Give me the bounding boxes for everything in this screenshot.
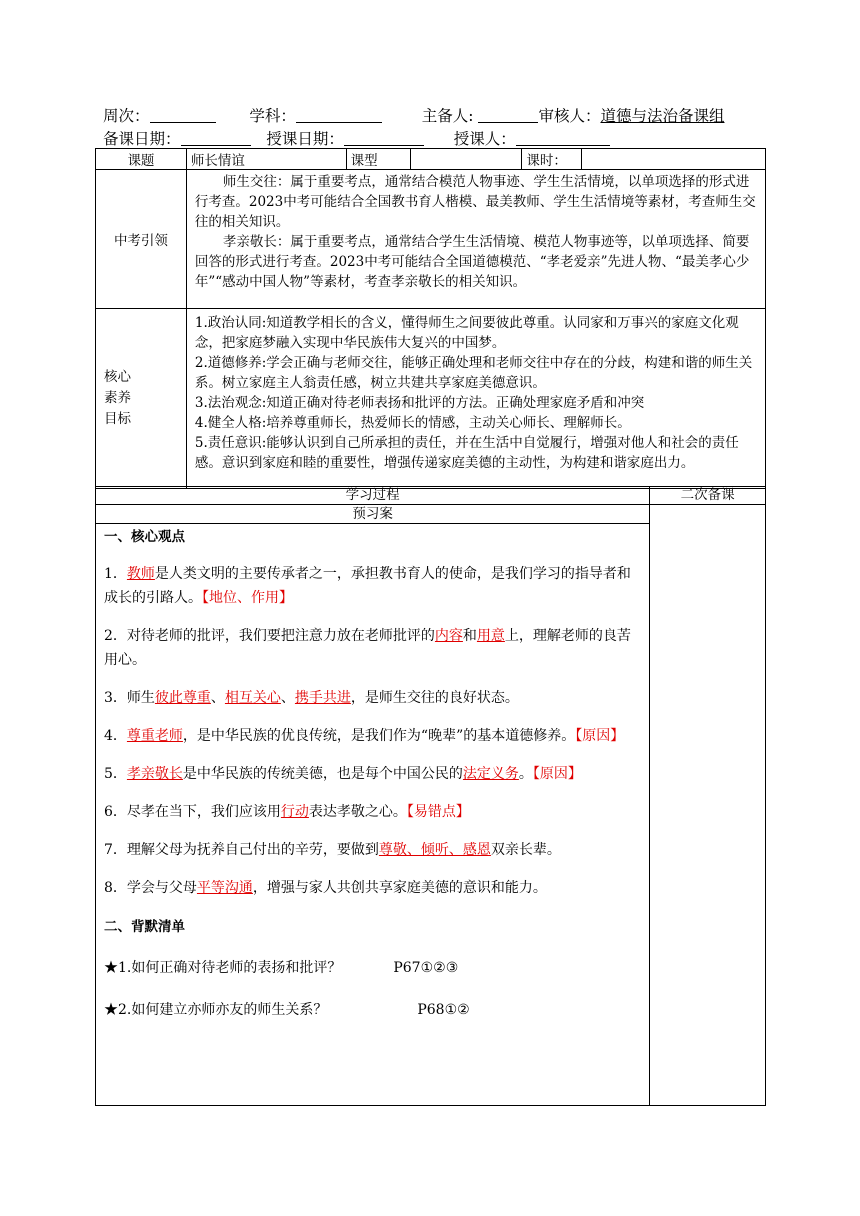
reviewer-label: 审核人：: [538, 107, 601, 125]
week-blank[interactable]: [150, 107, 216, 123]
teach-date-blank[interactable]: [344, 130, 424, 146]
question-1-ref: P67①②③: [393, 960, 459, 976]
point-1: 1．教师是人类文明的主要传承者之一，承担教书育人的使命，是我们学习的指导者和成长的引路人。【地位、作用】: [104, 566, 631, 606]
core-item-5: 5.责任意识:能够认识到自己所承担的责任，并在生活中自觉履行，增强对他人和社会的责任感。意识到家庭和睦的重要性，增强传递家庭美德的主动性，为构建和谐家庭出力。: [194, 435, 739, 471]
question-2-text: ★2.如何建立亦师亦友的师生关系？: [104, 1002, 328, 1018]
process-title: 学习过程: [96, 487, 650, 505]
keyword-filial: 孝亲敬长: [126, 766, 183, 782]
point-7: 7．理解父母为抚养自己付出的辛劳，要做到尊敬、倾听、感恩双亲长辈。: [104, 842, 561, 858]
keyword-respect: 彼此尊重: [154, 690, 211, 706]
prep-date-label: 备课日期：: [103, 130, 181, 148]
core-item-1: 1.政治认同:知道教学相长的含义，懂得师生之间要彼此尊重。认同家和万事兴的家庭文化观念，把家庭梦融入实现中华民族伟大复兴的中国梦。: [194, 315, 739, 351]
topic-value: 师长情谊: [186, 149, 346, 170]
week-label: 周次：: [103, 107, 150, 125]
subject-label: 学科：: [249, 107, 296, 125]
core-item-4: 4.健全人格:培养尊重师长，热爱师长的情感，主动关心师长、理解师长。: [194, 415, 631, 431]
core-item-2: 2.道德修养:学会正确与老师交往，能够正确处理和老师交往中存在的分歧，构建和谐的师生关系。树立家庭主人翁责任感，树立共建共享家庭美德意识。: [194, 355, 753, 391]
core-label: [96, 309, 187, 489]
hours-value[interactable]: [582, 149, 766, 170]
core-item-3: 3.法治观念:知道正确对待老师表扬和批评的方法。正确处理家庭矛盾和冲突: [194, 395, 645, 411]
point-6: 6．尽孝在当下，我们应该用行动表达孝敬之心。【易错点】: [104, 804, 470, 820]
type-label: 课型: [346, 149, 410, 170]
keyword-content: 内容: [434, 628, 463, 644]
reviewer-value: 道德与法治备课组: [600, 107, 725, 125]
keyword-teacher: 教师: [126, 566, 155, 582]
header-line-1: [103, 104, 724, 126]
exam-label: 中考引领: [96, 170, 187, 309]
preparer-blank[interactable]: [478, 107, 538, 123]
teach-date-label: 授课日期：: [266, 130, 344, 148]
keyword-care: 相互关心: [224, 690, 281, 706]
question-1: [104, 956, 641, 980]
question-2-ref: P68①②: [417, 1002, 470, 1018]
point-3: 3．师生彼此尊重、相互关心、携手共进，是师生交往的良好状态。: [104, 690, 519, 706]
hours-label: 课时：: [522, 149, 582, 170]
second-prep-title: 二次备课: [650, 487, 766, 505]
topic-label: 课题: [96, 149, 187, 170]
exam-paragraph-1: 师生交往：属于重要考点，通常结合模范人物事迹、学生生活情境，以单项选择的形式进行考查。2023中考可能结合全国教书育人楷模、最美教师、学生生活情境等素材，考查师生交往的相关知识。: [194, 174, 756, 230]
exam-content: [186, 170, 765, 309]
exam-paragraph-2: 孝亲敬长：属于重要考点，通常结合学生生活情境、模范人物事迹等，以单项选择、简要回答的形式进行考查。2023中考可能结合全国道德模范、“孝老爱亲”先进人物、“最美孝心少年”“感动中国人物”等素材，考查孝亲敬长的相关知识。: [194, 234, 750, 290]
point-2: 2．对待老师的批评，我们要把注意力放在老师批评的内容和用意上，理解老师的良苦用心。: [104, 628, 631, 668]
preview-content: [96, 524, 650, 1106]
keyword-progress: 携手共进: [294, 690, 351, 706]
second-prep-area[interactable]: [650, 505, 766, 1106]
keyword-equal-communication: 平等沟通: [196, 880, 253, 896]
process-table: [95, 486, 766, 1106]
keyword-intent: 用意: [476, 628, 505, 644]
teacher-label: 授课人：: [453, 130, 516, 148]
core-label-2: 素养: [104, 390, 131, 406]
tag-status: 【地位、作用】: [202, 590, 293, 606]
core-content: [186, 309, 765, 489]
teacher-blank[interactable]: [516, 130, 610, 146]
preparer-label: 主备人:: [421, 107, 474, 125]
point-8: 8．学会与父母平等沟通，增强与家人共创共享家庭美德的意识和能力。: [104, 880, 547, 896]
preview-title: 预习案: [96, 505, 650, 524]
section2-title: 二、背默清单: [104, 919, 185, 935]
type-value[interactable]: [410, 149, 522, 170]
section1-title: 一、核心观点: [104, 529, 185, 545]
keyword-legal-duty: 法定义务: [462, 766, 519, 782]
question-1-text: ★1.如何正确对待老师的表扬和批评？: [104, 960, 342, 976]
point-4: 4．尊重老师，是中华民族的优良传统，是我们作为“晚辈”的基本道德修养。【原因】: [104, 728, 625, 744]
tag-error-prone: 【易错点】: [406, 804, 470, 820]
info-table: [95, 148, 766, 489]
prep-date-blank[interactable]: [181, 130, 251, 146]
subject-blank[interactable]: [296, 107, 382, 123]
tag-reason-1: 【原因】: [575, 728, 625, 744]
keyword-respect-listen-thank: 尊敬、倾听、感恩: [378, 842, 491, 858]
core-label-3: 目标: [104, 411, 131, 427]
keyword-action: 行动: [280, 804, 309, 820]
question-2: [104, 998, 641, 1022]
header-line-2: [103, 127, 610, 149]
keyword-respect-teacher: 尊重老师: [126, 728, 183, 744]
tag-reason-2: 【原因】: [532, 766, 582, 782]
point-5: 5．孝亲敬长是中华民族的传统美德，也是每个中国公民的法定义务。【原因】: [104, 766, 582, 782]
core-label-1: 核心: [104, 369, 131, 385]
